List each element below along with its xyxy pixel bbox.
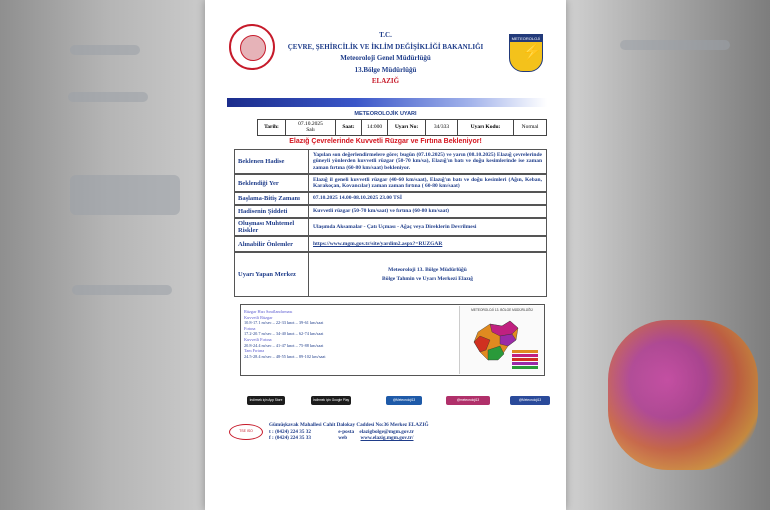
header-line: Meteoroloji Genel Müdürlüğü <box>340 54 431 62</box>
background-text-blur <box>68 92 148 102</box>
row-label: Başlama-Bitiş Zamanı <box>235 193 309 204</box>
row-value: Elazığ il geneli kuvvetli rüzgar (40-60 km/saat), Elazığ'ın batı ve doğu kesimleri (Ağın, Keban, Karakoçan, Kovancılar) zaman zaman fırtına ( 60-80 km/saat) <box>313 176 542 189</box>
map-legend-swatch <box>512 366 538 369</box>
wind-legend <box>240 304 545 376</box>
tse-stamp: TSE ISO <box>229 424 263 440</box>
warning-no-value: 34/333 <box>426 120 458 135</box>
phone-number: (0424) 224 35 32 <box>275 428 311 435</box>
date-label: Tarih: <box>258 120 286 135</box>
website-link[interactable]: www.elazig.mgm.gov.tr/ <box>360 435 414 442</box>
legend-class: Fırtına <box>244 325 256 331</box>
table-row <box>234 149 547 174</box>
footer-line: f : (0424) 224 35 33 web www.elazig.mgm.gov.tr/ <box>269 435 414 442</box>
center-subname: Bölge Tahmin ve Uyarı Merkezi Elazığ <box>382 276 473 282</box>
table-row <box>234 218 547 236</box>
time-label: Saat: <box>336 120 362 135</box>
map-legend-swatch <box>512 350 538 353</box>
region-map-svg <box>460 306 544 374</box>
footer-address: Gümüşkavak Mahallesi Cahit Dalokay Caddesi No:36 Merkez ELAZIĞ <box>269 422 429 428</box>
row-label: Beklenen Hadise <box>235 150 309 173</box>
date-value: 07.10.2025 Salı <box>286 120 336 135</box>
map-legend-swatch <box>512 362 538 365</box>
map-legend-swatch <box>512 358 538 361</box>
warning-code-label: Uyarı Kodu: <box>458 120 514 135</box>
time-value: 14:000 <box>362 120 388 135</box>
facebook-badge[interactable]: @Meteoroloji13 <box>510 396 550 405</box>
legend-range: 24.5-28.4 m/sec – 48-55 knot – 89-102 km/saat <box>244 353 326 359</box>
header-line: T.C. <box>379 31 392 39</box>
background-text-blur <box>70 45 140 55</box>
google-play-badge[interactable]: İndirmek için Google Play <box>311 396 351 405</box>
background-map-blur <box>608 320 758 470</box>
fax-number: (0424) 224 35 33 <box>275 435 311 442</box>
document-header <box>205 30 566 88</box>
email-address: elazigbolge@mgm.gov.tr <box>359 428 415 435</box>
table-row <box>234 174 547 192</box>
header-line: 13.Bölge Müdürlüğü <box>354 65 417 74</box>
map-legend-swatch <box>512 354 538 357</box>
table-row <box>234 236 547 252</box>
legend-range: 10.8-17.1 m/sec – 22-33 knot – 39-61 km/saat <box>244 320 324 326</box>
warning-meta <box>257 119 547 136</box>
warning-no-label: Uyarı No: <box>388 120 426 135</box>
header-line: ÇEVRE, ŞEHİRCİLİK VE İKLİM DEĞİŞİKLİĞİ BAKANLIĞI <box>287 42 484 51</box>
lightning-icon: ⚡ <box>522 44 542 61</box>
legend-class: Kuvvetli Fırtına <box>244 336 272 342</box>
footer-contact <box>269 422 549 442</box>
row-value: Yapılan son değerlendirmelere göre; bugün (07.10.2025) ve yarın (08.10.2025) Elazığ çevrelerinde güneyli yönlerden kuvvetli rüzgar (50-70 km/sa), Elazığ'ın batı ve doğu kesimlerinde ise zaman zaman fırtına (60-80 km/saat) bekleniyor. <box>313 151 542 171</box>
table-row <box>234 205 547 218</box>
precautions-link[interactable]: https://www.mgm.gov.tr/site/yardim2.aspx?=RUZGAR <box>313 240 443 247</box>
row-label: Beklendiği Yer <box>235 175 309 191</box>
document-title: METEOROLOJİK UYARI <box>354 111 417 117</box>
app-store-badge[interactable]: İndirmek için App Store <box>247 396 285 405</box>
warning-code-value: Normal <box>521 123 539 130</box>
row-label: Uyarı Yapan Merkez <box>235 253 309 296</box>
row-label: Alınabilir Önlemler <box>235 237 309 251</box>
legend-text <box>244 309 326 359</box>
region-map <box>459 306 544 374</box>
row-label: Oluşması Muhtemel Riskler <box>235 219 309 235</box>
map-title: METEOROLOJİ 13. BÖLGE MÜDÜRLÜĞÜ <box>471 308 533 312</box>
warning-headline: Elazığ Çevrelerinde Kuvvetli Rüzgar ve Fırtına Bekleniyor! <box>289 138 482 145</box>
table-row <box>234 252 547 297</box>
meteorology-logo: METEOROLOJİ ⚡ <box>509 34 543 72</box>
header-line: ELAZIĞ <box>371 77 400 85</box>
table-row <box>234 192 547 205</box>
background-text-blur <box>72 285 172 295</box>
footer-line: t : (0424) 224 35 32 e-posta elazigbolge@mgm.gov.tr <box>269 428 415 435</box>
instagram-badge[interactable]: @meteoroloji13 <box>446 396 490 405</box>
legend-class: Kuvvetli Rüzgar <box>244 314 273 320</box>
document-page <box>205 0 566 510</box>
twitter-badge[interactable]: @Meteoroloji13 <box>386 396 422 405</box>
legend-range: 20.8-24.4 m/sec – 41-47 knot – 75-88 km/saat <box>244 342 324 348</box>
legend-range: 17.2-20.7 m/sec – 34-40 knot – 62-74 km/saat <box>244 331 324 337</box>
row-value <box>311 253 544 296</box>
background-text-blur <box>70 175 180 215</box>
row-value: Kuvvetli rüzgar (50-70 km/saat) ve fırtına (60-80 km/saat) <box>313 208 450 215</box>
row-label: Hadisenin Şiddeti <box>235 206 309 217</box>
row-value: Ulaşımda Aksamalar - Çatı Uçması - Ağaç veya Direklerin Devrilmesi <box>313 223 477 230</box>
row-value <box>311 237 544 251</box>
row-value: 07.10.2025 14.00-08.10.2025 23.00 TSİ <box>313 195 402 202</box>
center-name: Meteoroloji 13. Bölge Müdürlüğü <box>388 266 467 273</box>
header-band <box>227 98 547 107</box>
legend-class: Tam Fırtına <box>244 348 265 354</box>
legend-title: Rüzgar Hızı Sınıflandırması <box>244 309 293 314</box>
background-text-blur <box>620 40 730 50</box>
